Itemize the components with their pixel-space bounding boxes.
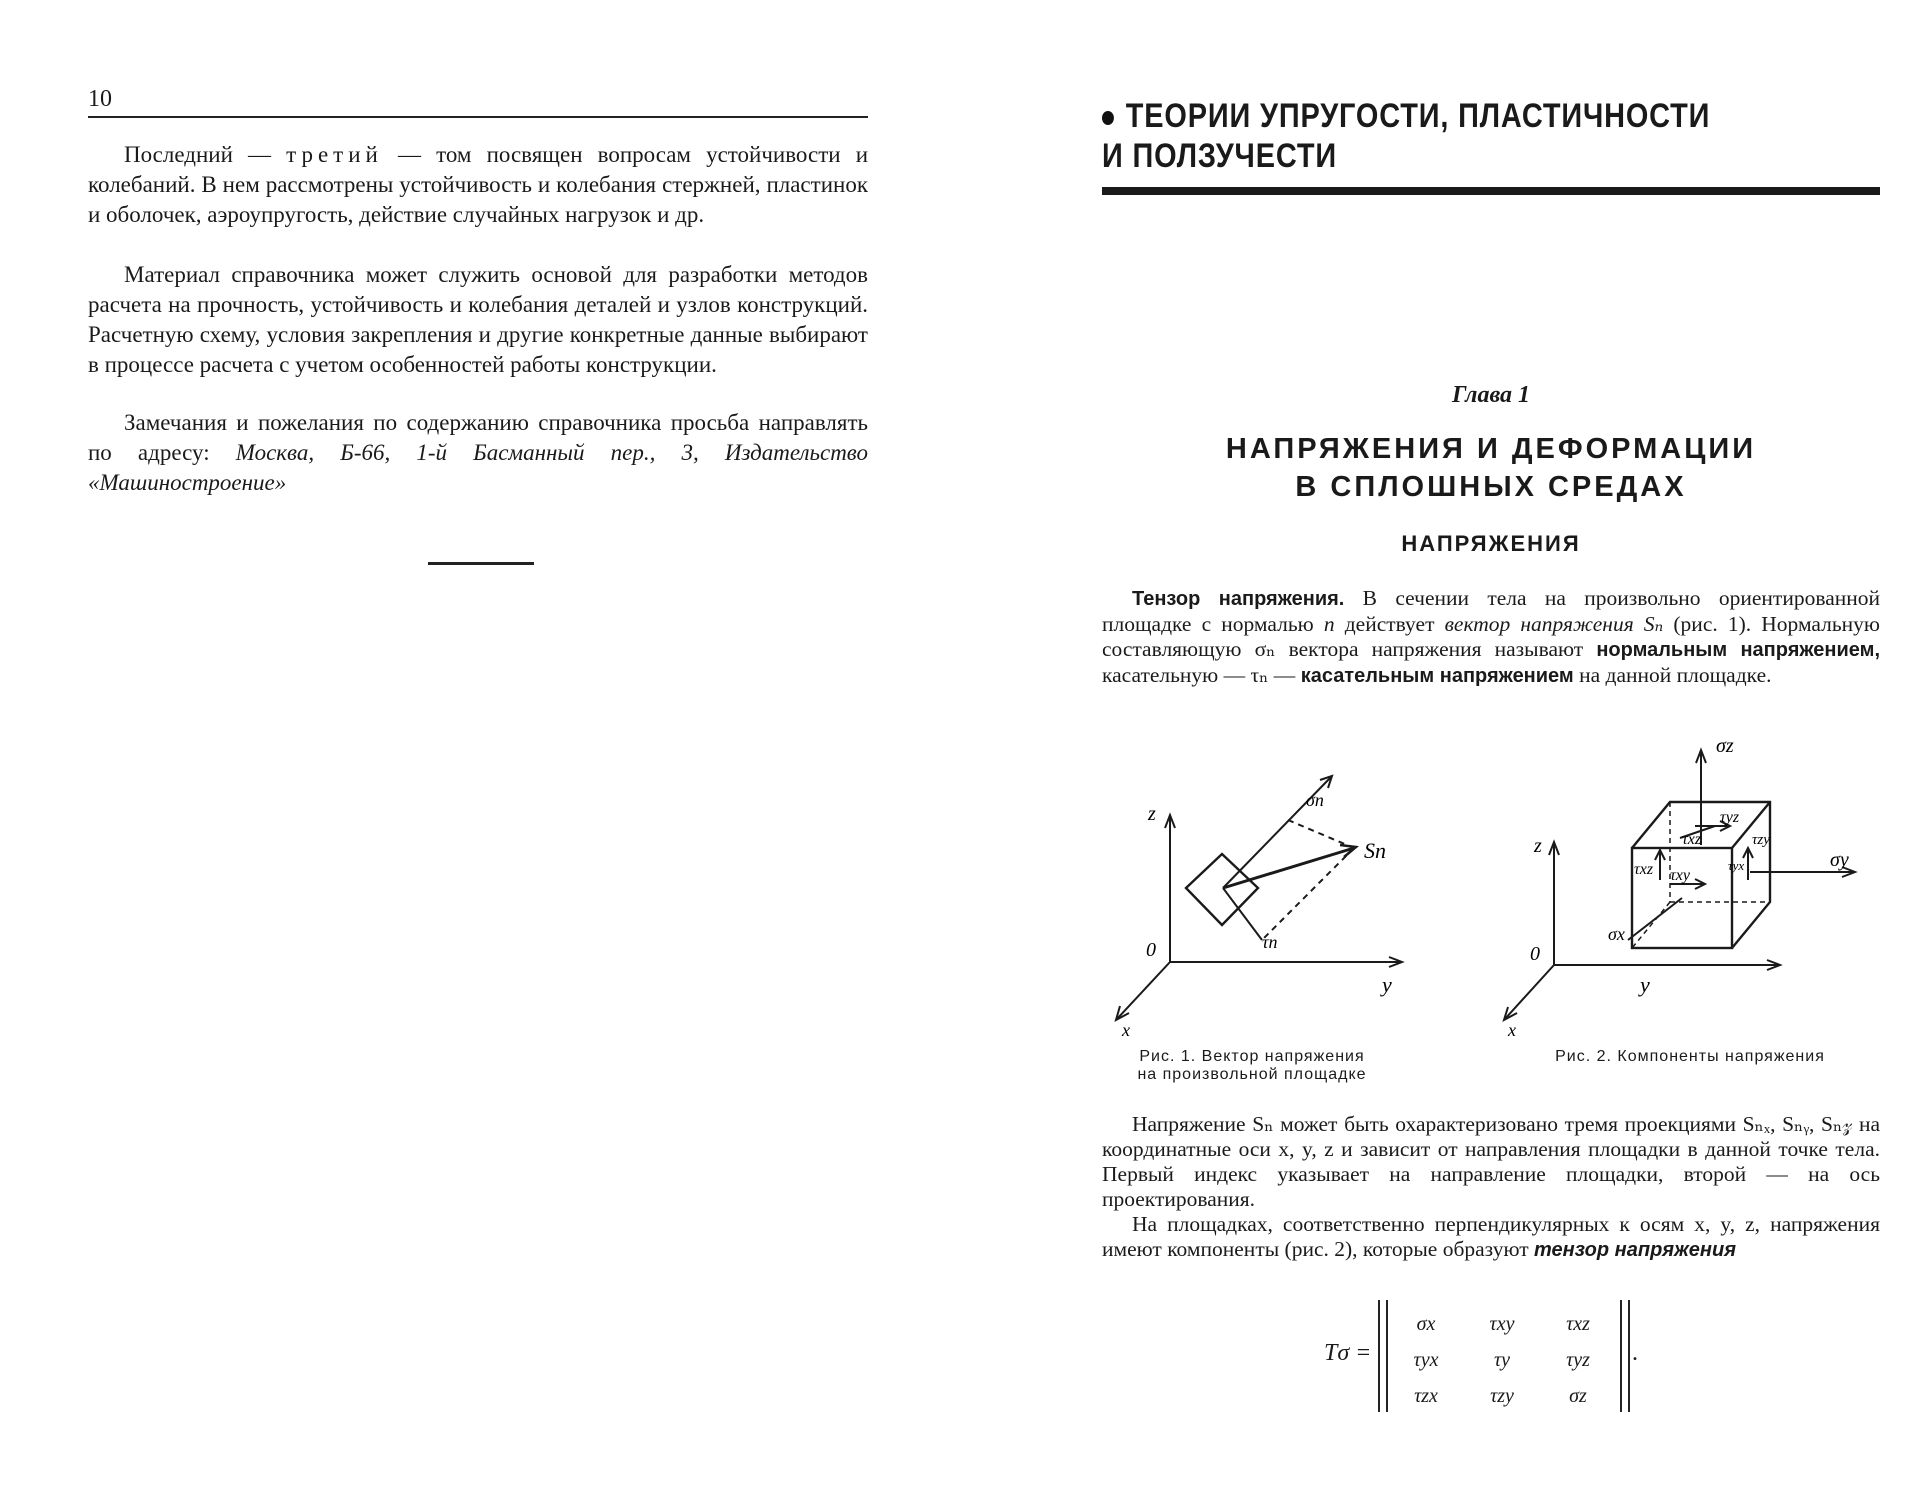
section-title: НАПРЯЖЕНИЯ	[1401, 531, 1581, 556]
figure-1-stress-vector	[1102, 770, 1482, 1040]
part-title-rule	[1102, 187, 1880, 195]
matrix-cell: τxy	[1489, 1312, 1515, 1335]
fig2-label-tau-xz-front: τxz	[1634, 861, 1654, 878]
matrix-left-bar	[1378, 1300, 1388, 1412]
fig2-label-tau-yz-top: τyz	[1720, 809, 1740, 826]
bullet-icon	[1102, 111, 1114, 125]
matrix-cell: τyz	[1566, 1348, 1590, 1371]
fig2-label-sigma-y: σy	[1830, 849, 1849, 871]
chapter-number: Глава 1	[1451, 382, 1531, 408]
matrix-right-bar	[1620, 1300, 1630, 1412]
matrix-end-period: .	[1632, 1340, 1638, 1366]
fig2-label-z: z	[1534, 835, 1542, 857]
matrix-row	[1388, 1378, 1616, 1414]
fig2-label-tau-zy: τzy	[1752, 832, 1770, 848]
fig1-label-x: x	[1122, 1020, 1130, 1040]
fig1-label-z: z	[1148, 803, 1156, 825]
fig1-label-origin: 0	[1146, 939, 1156, 961]
fig2-label-origin: 0	[1530, 943, 1540, 965]
figure-2-caption: Рис. 2. Компоненты напряжения	[1555, 1048, 1825, 1065]
end-rule	[428, 562, 534, 565]
paragraph-material: Материал справочника может служить основой для разработки методов расчета на прочность, устойчивость и колебания деталей и узлов конструкций. Расчетную схему, условия закрепления и другие конкретные данные выбирают в процессе расчета с учетом особенностей работы конструкции.	[88, 262, 868, 377]
matrix-row	[1388, 1306, 1616, 1342]
matrix-cell: σz	[1569, 1384, 1587, 1407]
figure-1-caption: Рис. 1. Вектор напряжения на произвольной площадке	[1137, 1048, 1367, 1083]
matrix-cell: τy	[1493, 1348, 1511, 1371]
matrix-cell: τxz	[1566, 1312, 1590, 1335]
fig1-x-axis	[1116, 962, 1170, 1020]
fig1-label-sigma-n: σn	[1306, 790, 1324, 810]
fig2-x-axis	[1504, 965, 1554, 1020]
paragraph-address: Замечания и пожелания по содержанию справочника просьба направлять по адресу: Москва, Б-66, 1-й Басманный пер., 3, Издательство «Машиностроение»	[88, 410, 868, 495]
stress-tensor-matrix	[1388, 1306, 1616, 1414]
paragraph-volume-three: Последний — третий — том посвящен вопросам устойчивости и колебаний. В нем рассмотрены устойчивость и колебания стержней, пластинок и оболочек, аэроупругость, действие случайных нагрузок и др.	[88, 142, 868, 227]
fig2-label-sigma-x: σx	[1608, 924, 1625, 944]
part-title: ТЕОРИИ УПРУГОСТИ, ПЛАСТИЧНОСТИ И ПОЛЗУЧЕСТИ	[1102, 97, 1711, 175]
fig1-label-tau-n: τn	[1262, 932, 1278, 952]
matrix-cell: τzy	[1490, 1384, 1514, 1407]
fig2-label-sigma-z: σz	[1716, 735, 1734, 757]
fig1-label-y: y	[1382, 972, 1392, 997]
matrix-label: Tσ =	[1324, 1340, 1372, 1366]
paragraph-components: На площадках, соответственно перпендикулярных к осям x, y, z, напряжения имеют компоненты (рис. 2), которые образуют тензор напряжения	[1102, 1212, 1880, 1261]
header-rule	[88, 116, 868, 118]
figure-2-stress-components	[1490, 730, 1880, 1040]
fig2-label-tau-xy: τxy	[1670, 867, 1690, 884]
fig2-label-tau-yx: τyx	[1728, 858, 1745, 873]
fig1-label-Sn: Sn	[1364, 838, 1386, 863]
fig1-plane	[1186, 854, 1258, 925]
matrix-cell: τyx	[1413, 1348, 1439, 1371]
fig2-label-x: x	[1508, 1020, 1516, 1040]
matrix-row	[1388, 1342, 1616, 1378]
paragraph-stress-tensor: Тензор напряжения. В сечении тела на произвольно ориентированной площадке с нормалью n действует вектор напряжения Sₙ (рис. 1). Нормальную составляющую σₙ вектора напряжения называют нормальным напряжением, касательную — τₙ — касательным напряжением на данной площадке.	[1102, 586, 1881, 687]
page-number: 10	[88, 86, 112, 112]
fig2-sigma-x-arrow	[1628, 898, 1682, 940]
fig2-label-y: y	[1640, 972, 1650, 997]
paragraph-projections: Напряжение Sₙ может быть охарактеризовано тремя проекциями Sₙₓ, Sₙᵧ, Sₙ𝓏 на координатные оси x, y, z и зависит от направления площадки в данной точке тела. Первый индекс указывает на направление площадки, второй — на ось проектирования.	[1102, 1112, 1880, 1211]
fig2-label-tau-xz-top: τxz	[1682, 831, 1702, 848]
matrix-cell: σx	[1416, 1312, 1436, 1335]
matrix-cell: τzx	[1414, 1384, 1438, 1407]
chapter-title: НАПРЯЖЕНИЯ И ДЕФОРМАЦИИ В СПЛОШНЫХ СРЕДАХ	[1225, 433, 1757, 503]
